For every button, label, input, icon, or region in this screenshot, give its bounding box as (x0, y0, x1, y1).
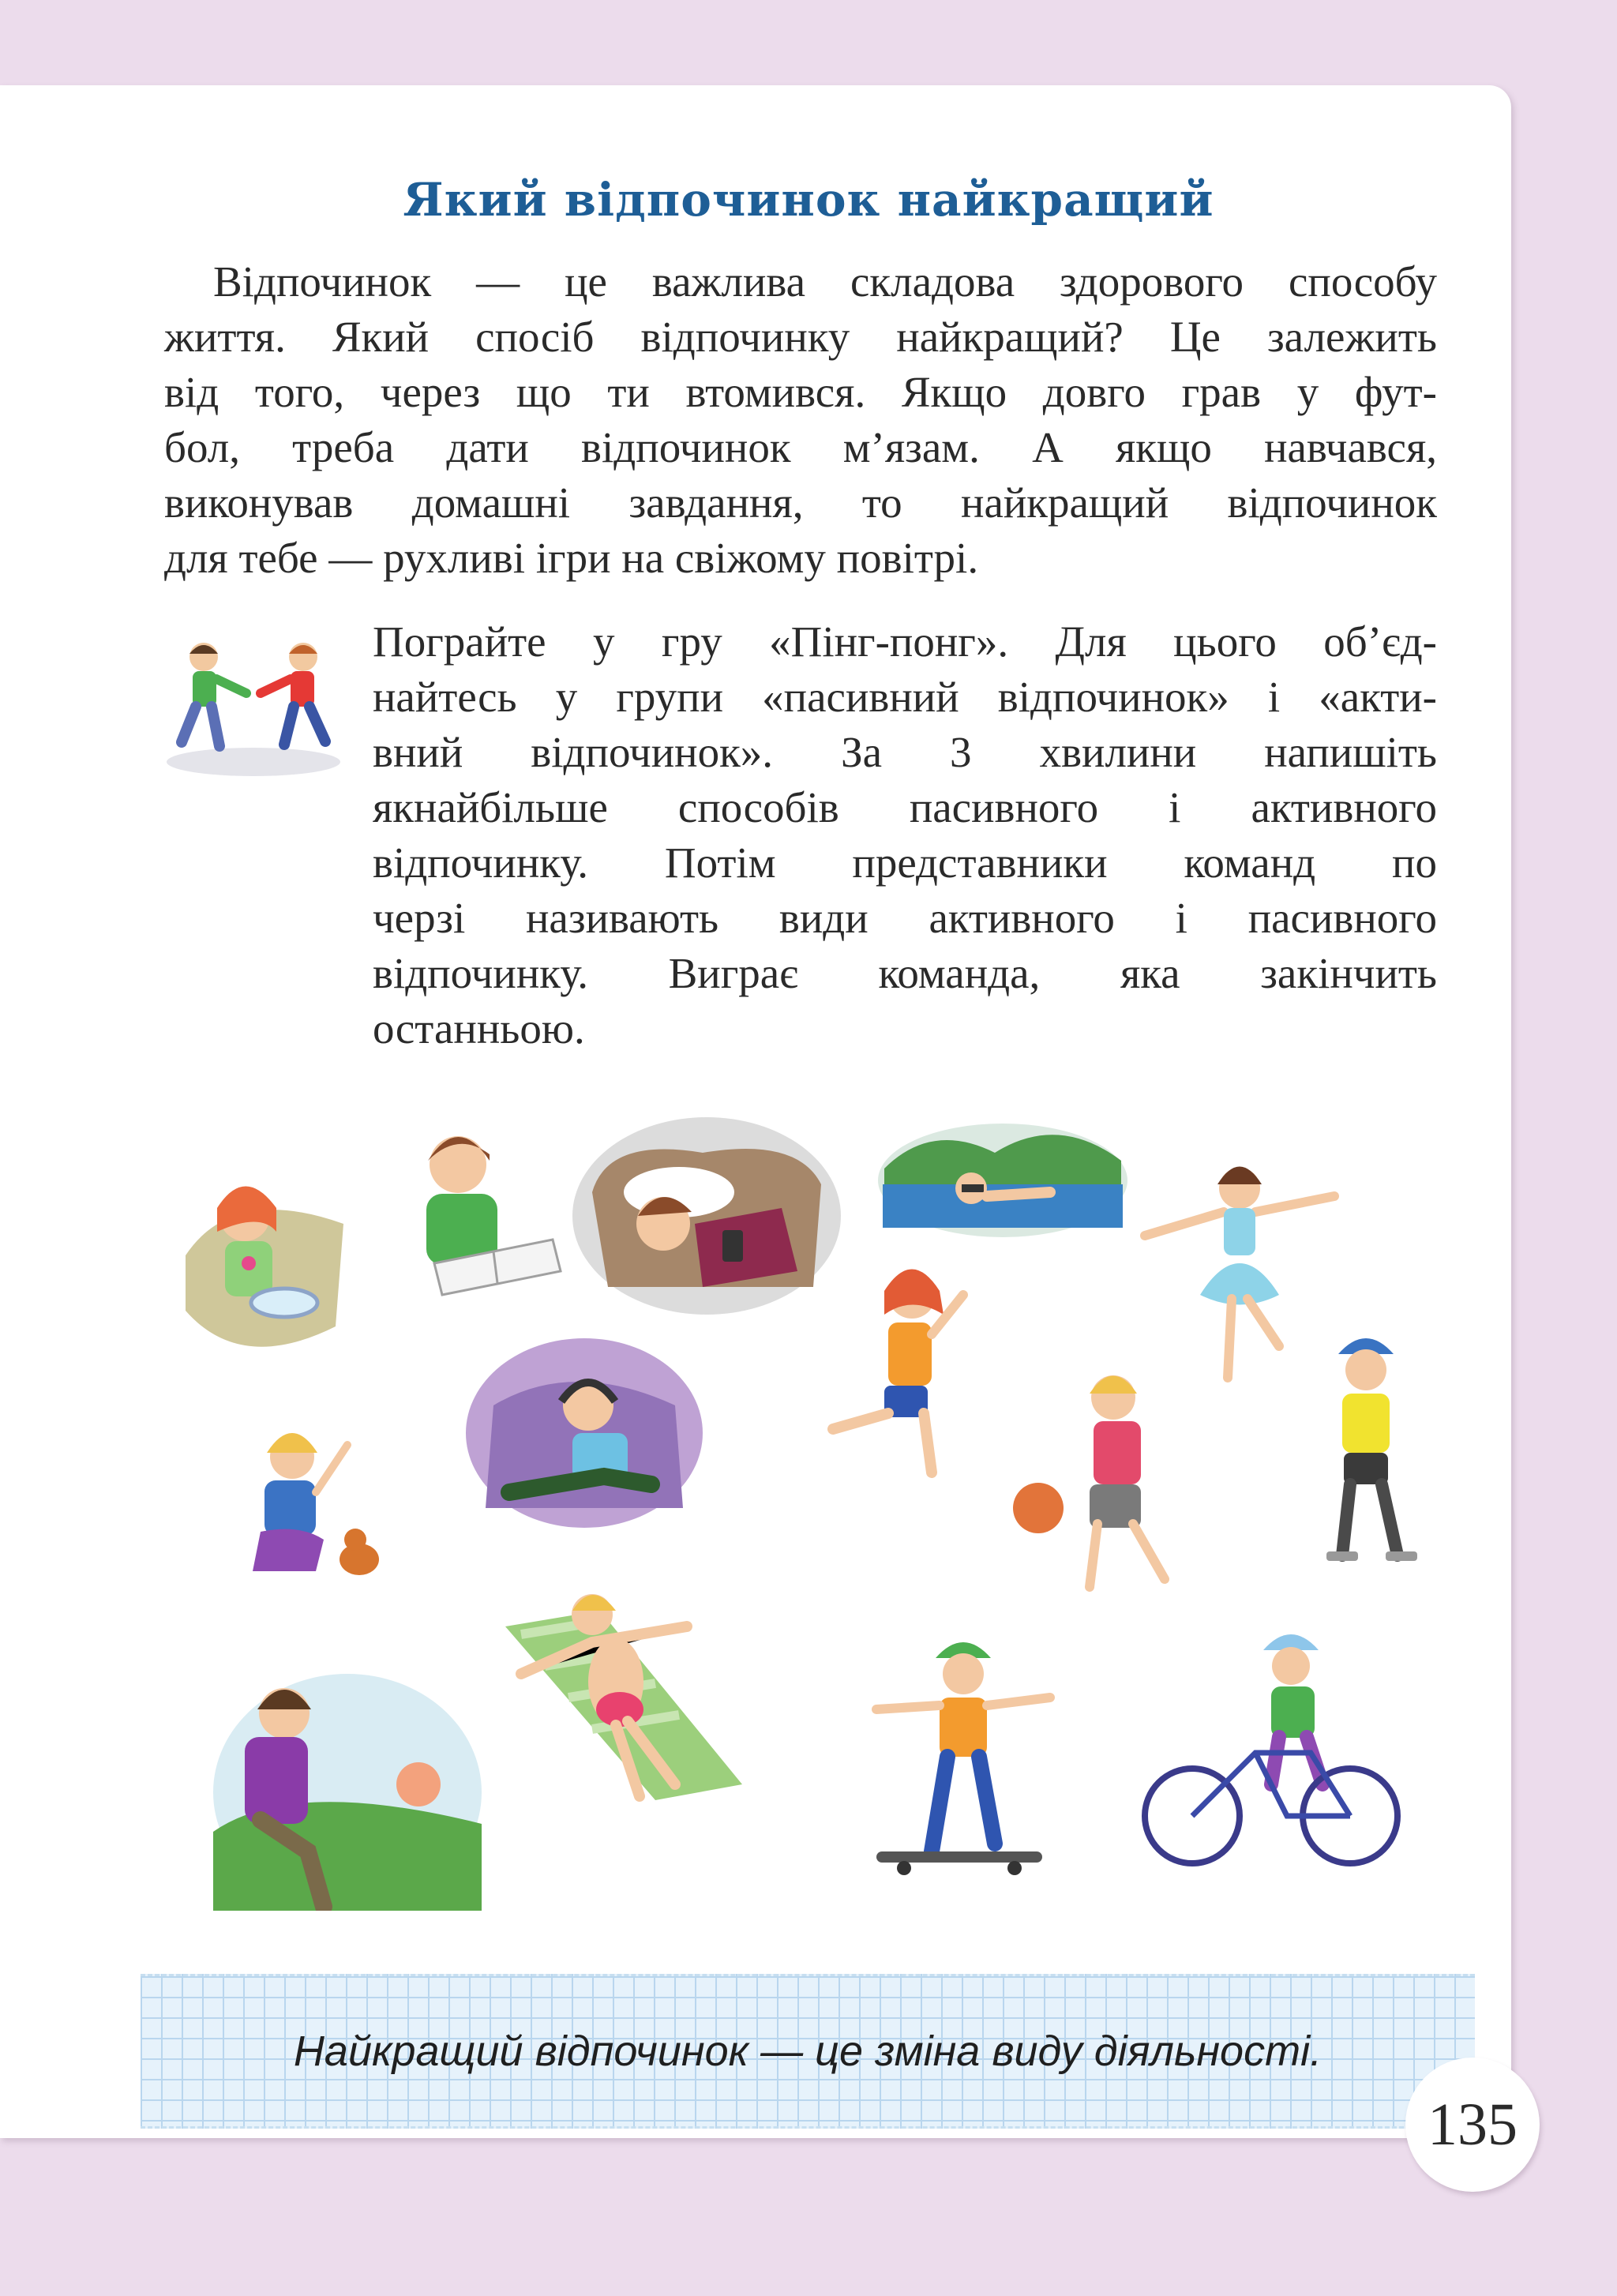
game-line: якнайбільше способів пасивного і активного (373, 783, 1437, 831)
girl-sunbathing-illustration (490, 1579, 742, 1808)
intro-line: бол, треба дати відпочинок м’язам. А якщо навчався, (164, 423, 1437, 471)
game-paragraph (373, 614, 1437, 1056)
two-kids-pairing-icon (155, 624, 352, 782)
man-watching-sunset-illustration (189, 1658, 490, 1911)
intro-line: Відпочинок — це важлива складова здорового способу (213, 257, 1437, 306)
game-line: відпочинку. Потім представники команд по (373, 838, 1437, 887)
summary-note-box (141, 1974, 1475, 2129)
summary-text: Найкращий відпочинок — це зміна виду діяльності. (293, 2028, 1322, 2075)
boy-swimming-illustration (876, 1121, 1129, 1240)
boy-playing-basketball-illustration (1003, 1366, 1240, 1603)
game-line: відпочинку. Виграє команда, яка закінчить (373, 949, 1437, 997)
boy-skateboarding-illustration (861, 1634, 1058, 1879)
intro-paragraph (164, 254, 1437, 586)
boy-reading-book-illustration (395, 1121, 576, 1311)
girl-embroidering-illustration (178, 1153, 351, 1366)
boy-rollerblading-illustration (1295, 1326, 1437, 1579)
girl-playing-with-kitten-illustration (229, 1413, 387, 1603)
boy-listening-music-illustration (462, 1334, 707, 1532)
girl-running-illustration (805, 1255, 987, 1484)
intro-line: життя. Який спосіб відпочинку найкращий? Це залежить (164, 313, 1437, 361)
game-line: вний відпочинок». За 3 хвилини напишіть (373, 728, 1437, 776)
game-line: черзі називають види активного і пасивного (373, 894, 1437, 942)
page-number: 135 (1428, 2091, 1518, 2158)
intro-line: від того, через що ти втомився. Якщо довго грав у фут- (164, 368, 1437, 416)
game-line: найтесь у групи «пасивний відпочинок» і «акти- (373, 673, 1437, 721)
page-title: Який відпочинок найкращий (403, 172, 1214, 227)
page-number-badge (1405, 2058, 1540, 2192)
girl-cycling-illustration (1137, 1626, 1405, 1879)
intro-line: виконував домашні завдання, то найкращий відпочинок (164, 478, 1437, 527)
boy-watching-tv-illustration (568, 1105, 845, 1319)
game-line: останньою. (373, 1004, 585, 1052)
intro-line: для тебе — рухливі ігри на свіжому повітрі. (164, 534, 979, 582)
game-line: Пограйте у гру «Пінг-понг». Для цього об’єд- (373, 617, 1437, 666)
